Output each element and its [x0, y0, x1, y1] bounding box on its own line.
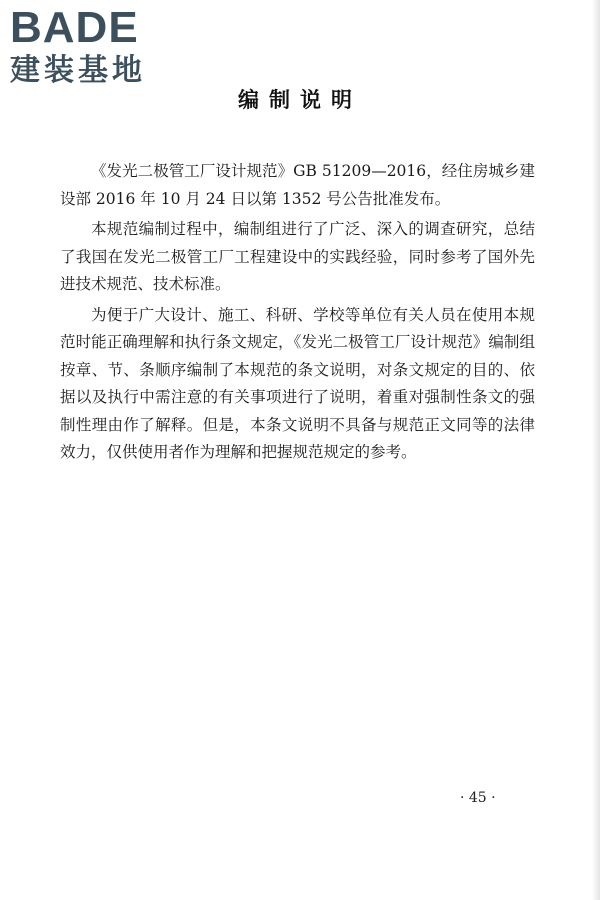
page-edge-shadow: [592, 0, 600, 900]
logo-latin-text: BADE: [10, 3, 139, 52]
document-body: [60, 158, 535, 470]
logo-chinese-text: 建装基地: [10, 53, 146, 88]
watermark-logo: [10, 4, 175, 88]
page-title: 编制说明: [238, 88, 362, 112]
paragraph-purpose: 为便于广大设计、施工、科研、学校等单位有关人员在使用本规范时能正确理解和执行条文规定，《发光二极管工厂设计规范》编制组按章、节、条顺序编制了本规范的条文说明，对条文规定的目的、依据以及执行中需注意的有关事项进行了说明，着重对强制性条文的强制性理由作了解释。但是，本条文说明不具备与规范正文同等的法律效力，仅供使用者作为理解和把握规范规定的参考。: [60, 305, 535, 461]
paragraph-compilation: 本规范编制过程中，编制组进行了广泛、深入的调查研究，总结了我国在发光二极管工厂工程建设中的实践经验，同时参考了国外先进技术规范、技术标准。: [60, 220, 535, 293]
paragraph-approval: 《发光二极管工厂设计规范》GB 51209—2016，经住房城乡建设部 2016 年 10 月 24 日以第 1352 号公告批准发布。: [60, 162, 535, 208]
page-number: · 45 ·: [460, 790, 496, 806]
